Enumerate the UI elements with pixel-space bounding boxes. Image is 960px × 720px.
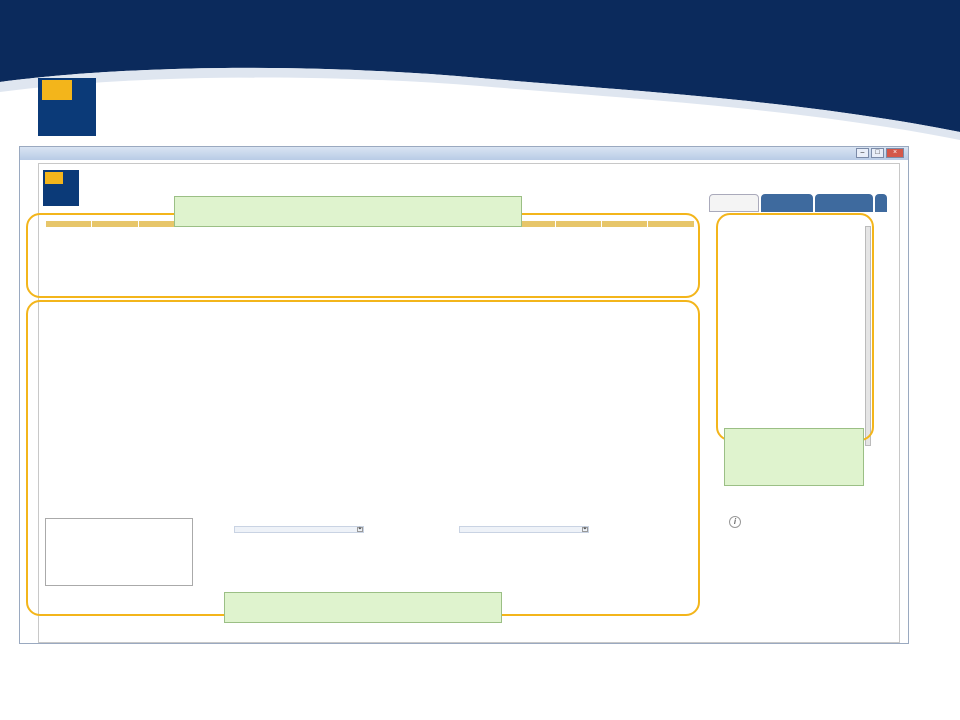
maximize-icon[interactable]: □ (871, 148, 884, 158)
info-icon: i (729, 516, 741, 528)
mfao-logo-mark (38, 78, 96, 136)
minimize-icon[interactable]: – (856, 148, 869, 158)
close-icon[interactable]: × (886, 148, 904, 158)
callout-ordenes-label (224, 592, 502, 623)
tab-bar (709, 194, 887, 212)
mfao-logo (38, 78, 96, 136)
side-url (930, 360, 950, 480)
help-icon[interactable] (875, 194, 887, 212)
expand-icon[interactable]: + (358, 526, 362, 532)
expand-icon[interactable]: + (583, 526, 587, 532)
callout-ordenes-frame (26, 300, 700, 616)
tab-consultar-sesiones[interactable] (761, 194, 813, 212)
callout-resumen-label (174, 196, 522, 227)
app-logo-mark (43, 170, 79, 206)
browser-titlebar (20, 147, 908, 160)
callout-operaciones-label (724, 428, 864, 486)
header-banner (0, 0, 960, 140)
callout-operaciones-frame (716, 213, 874, 441)
logo-mf-text (42, 80, 72, 100)
info-box (729, 516, 849, 528)
window-controls (856, 148, 904, 158)
tab-operaciones-generales[interactable] (815, 194, 873, 212)
app-logo (43, 170, 79, 206)
tab-informacion-mercado[interactable] (709, 194, 759, 212)
